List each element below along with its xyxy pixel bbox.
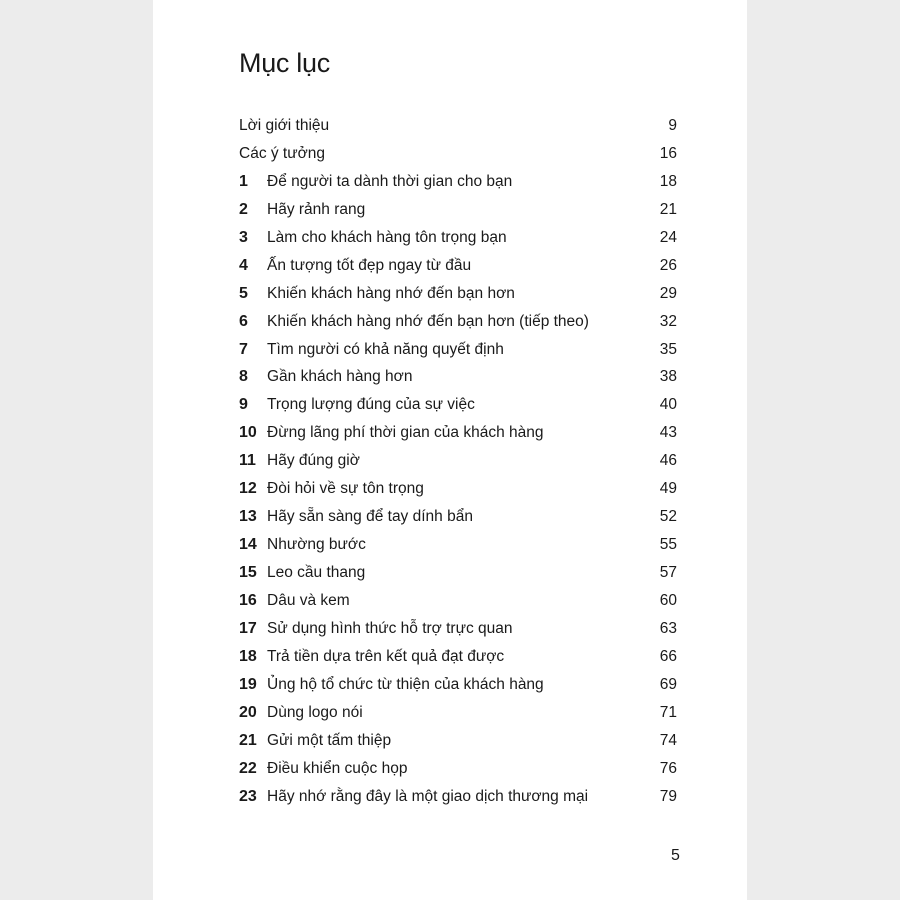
toc-entry-page: 76: [659, 759, 677, 777]
toc-entry-page: 18: [659, 172, 677, 190]
chapter-title: Dâu và kem: [267, 591, 350, 609]
chapter-number: 23: [239, 787, 257, 805]
chapter-number: 2: [239, 200, 248, 218]
chapter-number: 14: [239, 536, 257, 554]
chapter-title: Ủng hộ tổ chức từ thiện của khách hàng: [267, 675, 544, 693]
toc-entry-chapter: [239, 475, 677, 503]
toc-entry-chapter: [239, 391, 677, 419]
chapter-number: 12: [239, 480, 257, 498]
chapter-number: 3: [239, 228, 248, 246]
chapter-title: Hãy rảnh rang: [267, 200, 366, 218]
chapter-number: 20: [239, 703, 257, 721]
toc-entry-ideas: [239, 140, 677, 168]
toc-entry-chapter: [239, 755, 677, 783]
chapter-number: 1: [239, 172, 248, 190]
toc-entry-page: 32: [659, 312, 677, 330]
chapter-title: Hãy đúng giờ: [267, 452, 360, 470]
chapter-number: 13: [239, 508, 257, 526]
toc-entry-chapter: [239, 615, 677, 643]
toc-entry-page: 74: [659, 731, 677, 749]
toc-entry-page: 43: [659, 424, 677, 442]
toc-entry-chapter: [239, 447, 677, 475]
chapter-number: 15: [239, 564, 257, 581]
chapter-number: 4: [239, 256, 248, 274]
toc-entry-page: 55: [659, 536, 677, 554]
toc-entry-chapter: [239, 587, 677, 615]
chapter-number: 17: [239, 619, 257, 637]
chapter-number: 10: [239, 424, 257, 442]
chapter-title: Sử dụng hình thức hỗ trợ trực quan: [267, 619, 513, 637]
toc-entry-page: 69: [659, 675, 677, 693]
chapter-title: Leo cầu thang: [267, 564, 366, 581]
toc-entry-page: 29: [659, 284, 677, 302]
chapter-title: Trọng lượng đúng của sự việc: [267, 396, 475, 414]
toc-entry-intro: [239, 112, 677, 140]
chapter-title: Khiến khách hàng nhớ đến bạn hơn: [267, 284, 515, 302]
chapter-title: Gửi một tấm thiệp: [267, 731, 392, 749]
chapter-title: Gần khách hàng hơn: [267, 368, 413, 386]
page-number: 5: [671, 847, 680, 864]
toc-entry-chapter: [239, 419, 677, 447]
chapter-number: 22: [239, 759, 257, 777]
chapter-number: 6: [239, 312, 248, 330]
toc-entry-chapter: [239, 783, 677, 811]
toc-entry-page: 24: [659, 228, 677, 246]
chapter-title: Tìm người có khả năng quyết định: [267, 340, 504, 358]
chapter-title: Để người ta dành thời gian cho bạn: [267, 172, 513, 190]
toc-entry-page: 52: [659, 508, 677, 526]
toc-entry-page: 40: [659, 396, 677, 414]
chapter-title: Đừng lãng phí thời gian của khách hàng: [267, 424, 544, 442]
toc-entry-page: 49: [659, 480, 677, 498]
toc-entry-chapter: [239, 196, 677, 224]
toc-entry-page: 35: [659, 340, 677, 358]
toc-entry-chapter: [239, 727, 677, 755]
toc-entry-chapter: [239, 224, 677, 252]
toc-entry-page: 79: [659, 787, 677, 805]
chapter-title: Dùng logo nói: [267, 703, 363, 721]
chapter-title: Hãy sẵn sàng để tay dính bẩn: [267, 508, 473, 526]
toc-entry-chapter: [239, 643, 677, 671]
toc-entry-page: 21: [659, 200, 677, 218]
toc-entry-page: 60: [659, 591, 677, 609]
chapter-number: 9: [239, 396, 248, 414]
toc-entry-chapter: [239, 252, 677, 280]
chapter-title: Đòi hỏi về sự tôn trọng: [267, 480, 424, 498]
page-title: Mục lục: [239, 48, 330, 78]
chapter-number: 19: [239, 675, 257, 693]
toc-entry-chapter: [239, 280, 677, 308]
toc-entry-chapter: [239, 671, 677, 699]
chapter-title: Nhường bước: [267, 536, 366, 554]
toc-entry-page: 71: [659, 703, 677, 721]
toc-entry-chapter: [239, 168, 677, 196]
chapter-number: 5: [239, 284, 248, 302]
chapter-title: Điều khiển cuộc họp: [267, 759, 408, 777]
toc-entry-chapter: [239, 336, 677, 364]
toc-entry-label: Các ý tưởng: [239, 144, 326, 162]
toc-entry-chapter: [239, 363, 677, 391]
chapter-title: Trả tiền dựa trên kết quả đạt được: [267, 647, 505, 665]
chapter-number: 16: [239, 591, 257, 609]
chapter-number: 11: [239, 452, 256, 470]
book-page: [153, 0, 747, 900]
toc-entry-page: 57: [659, 564, 677, 581]
chapter-title: Hãy nhớ rằng đây là một giao dịch thương mại: [267, 787, 589, 805]
toc-entry-page: 63: [659, 619, 677, 637]
toc-entry-page: 66: [659, 647, 677, 665]
chapter-title: Ấn tượng tốt đẹp ngay từ đầu: [267, 256, 472, 274]
toc-entry-chapter: [239, 308, 677, 336]
table-of-contents: [239, 112, 677, 810]
chapter-title: Làm cho khách hàng tôn trọng bạn: [267, 228, 507, 246]
chapter-number: 21: [239, 731, 257, 749]
toc-entry-chapter: [239, 503, 677, 531]
toc-entry-chapter: [239, 559, 677, 587]
toc-entry-page: 26: [659, 256, 677, 274]
chapter-number: 18: [239, 647, 257, 665]
toc-entry-page: 9: [668, 117, 677, 134]
toc-entry-page: 16: [659, 144, 677, 162]
chapter-number: 7: [239, 340, 248, 358]
chapter-number: 8: [239, 368, 248, 386]
toc-entry-page: 38: [659, 368, 677, 386]
toc-entry-chapter: [239, 699, 677, 727]
toc-entry-label: Lời giới thiệu: [239, 117, 330, 134]
chapter-title: Khiến khách hàng nhớ đến bạn hơn (tiếp theo): [267, 312, 589, 330]
toc-entry-page: 46: [659, 452, 677, 470]
toc-entry-chapter: [239, 531, 677, 559]
